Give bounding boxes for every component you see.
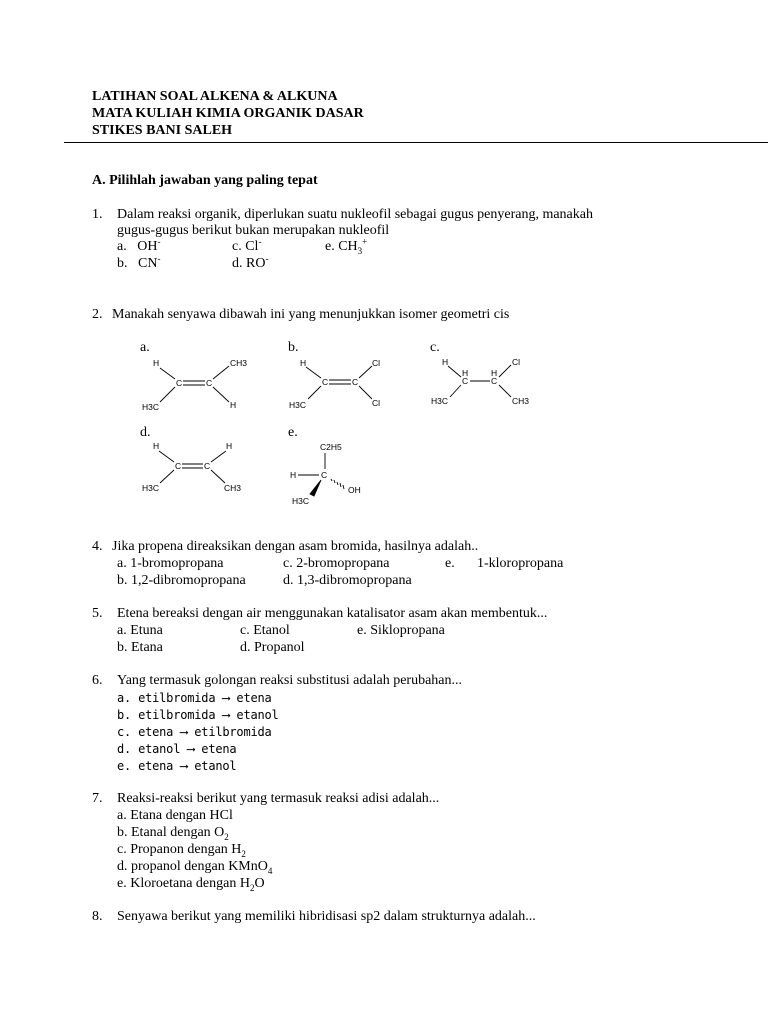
doc-title: LATIHAN SOAL ALKENA & ALKUNA xyxy=(92,89,338,104)
svg-text:C: C xyxy=(462,376,469,386)
q4-option-b: b. 1,2-dibromopropana xyxy=(117,573,246,588)
q4-text: Jika propena direaksikan dengan asam bromida, hasilnya adalah.. xyxy=(112,539,479,554)
structure-b-dichloropropene xyxy=(286,352,396,414)
svg-text:C: C xyxy=(322,377,329,387)
q4-option-e-letter: e. xyxy=(445,556,455,571)
q1-number: 1. xyxy=(92,207,103,222)
q5-option-a: a. Etuna xyxy=(117,623,163,638)
svg-text:H: H xyxy=(462,368,469,378)
q7-option-c: c. Propanon dengan $H_2$ xyxy=(117,842,246,859)
header-divider xyxy=(64,142,768,143)
q7-option-d: d. propanol dengan KMnO$_4$ xyxy=(117,859,273,876)
q2-option-c-label: c. xyxy=(430,340,440,355)
svg-text:H3C: H3C xyxy=(142,402,160,412)
svg-text:C: C xyxy=(321,470,328,480)
q5-text: Etena bereaksi dengan air menggunakan katalisator asam akan membentuk... xyxy=(117,606,548,621)
q4-option-c: c. 2-bromopropana xyxy=(283,556,390,571)
svg-text:OH: OH xyxy=(348,485,361,495)
q6-option-c: c. etena ⟶ etilbromida xyxy=(117,725,272,739)
q2-option-e-label: e. xyxy=(288,425,298,440)
svg-text:H: H xyxy=(230,400,237,410)
svg-text:C2H5: C2H5 xyxy=(320,442,342,452)
section-a-heading: A. Pilihlah jawaban yang paling tepat xyxy=(92,173,318,188)
q2-option-d-label: d. xyxy=(140,425,151,440)
svg-text:H: H xyxy=(442,357,449,367)
q6-option-a: a. etilbromida ⟶ etena xyxy=(117,691,272,705)
q4-option-a: a. 1-bromopropana xyxy=(117,556,224,571)
svg-text:CH3: CH3 xyxy=(512,396,530,406)
q4-option-e: 1-kloropropana xyxy=(477,556,564,571)
q4-option-d: d. 1,3-dibromopropana xyxy=(283,573,412,588)
svg-text:H: H xyxy=(300,358,307,368)
q6-number: 6. xyxy=(92,673,103,688)
svg-text:H: H xyxy=(153,441,160,451)
q1-option-a: a. OH- xyxy=(117,236,161,254)
svg-text:H3C: H3C xyxy=(289,400,307,410)
svg-text:C: C xyxy=(204,461,211,471)
course-name: MATA KULIAH KIMIA ORGANIK DASAR xyxy=(92,106,364,121)
structure-e-chiral-alcohol xyxy=(284,436,384,508)
q6-text: Yang termasuk golongan reaksi substitusi adalah perubahan... xyxy=(117,673,463,688)
q5-option-d: d. Propanol xyxy=(240,640,305,655)
q5-option-b: b. Etana xyxy=(117,640,163,655)
structure-d-cis-2-butene xyxy=(138,437,258,499)
q2-option-b-label: b. xyxy=(288,340,299,355)
q1-option-b: b. CN- xyxy=(117,253,161,271)
svg-text:C: C xyxy=(491,376,498,386)
q2-number: 2. xyxy=(92,307,103,322)
q8-text: Senyawa berikut yang memiliki hibridisasi sp2 dalam strukturnya adalah... xyxy=(117,909,536,924)
svg-text:H: H xyxy=(290,470,297,480)
svg-text:H: H xyxy=(491,368,498,378)
svg-text:H3C: H3C xyxy=(142,483,160,493)
svg-text:C: C xyxy=(206,378,213,388)
structure-c-single-bond xyxy=(428,352,538,414)
svg-text:C: C xyxy=(352,377,359,387)
svg-text:CH3: CH3 xyxy=(224,483,242,493)
institution-name: STIKES BANI SALEH xyxy=(92,123,233,138)
structure-a-trans-2-butene xyxy=(138,352,258,414)
q5-option-c: c. Etanol xyxy=(240,623,290,638)
svg-text:H: H xyxy=(153,358,160,368)
svg-text:Cl: Cl xyxy=(512,357,521,367)
q2-text: Manakah senyawa dibawah ini yang menunjukkan isomer geometri cis xyxy=(112,307,510,322)
svg-text:H: H xyxy=(226,441,233,451)
svg-text:H3C: H3C xyxy=(292,496,310,506)
q2-option-a-label: a. xyxy=(140,340,150,355)
q6-option-e: e. etena ⟶ etanol xyxy=(117,759,237,773)
svg-text:Cl: Cl xyxy=(372,358,381,368)
q4-number: 4. xyxy=(92,539,103,554)
q1-option-d: d. RO- xyxy=(232,253,269,271)
q5-option-e: e. Siklopropana xyxy=(357,623,445,638)
q1-text-line2: gugus-gugus berikut bukan merupakan nukleofil xyxy=(117,223,390,238)
q7-option-a: a. Etana dengan HCl xyxy=(117,808,233,823)
q1-text-line1: Dalam reaksi organik, diperlukan suatu nukleofil sebagai gugus penyerang, manakah xyxy=(117,207,593,222)
q1-option-e: e. $CH_3^+$ xyxy=(325,236,368,256)
q6-option-b: b. etilbromida ⟶ etanol xyxy=(117,708,279,722)
q7-option-b: b. Etanal dengan $O_2$ xyxy=(117,825,229,842)
q1-option-c: c. Cl- xyxy=(232,236,262,254)
q7-text: Reaksi-reaksi berikut yang termasuk reaksi adisi adalah... xyxy=(117,791,440,806)
q7-option-e: e. Kloroetana dengan $H_2O$ xyxy=(117,876,265,893)
q6-option-d: d. etanol ⟶ etena xyxy=(117,742,237,756)
q7-number: 7. xyxy=(92,791,103,806)
q5-number: 5. xyxy=(92,606,103,621)
svg-text:H3C: H3C xyxy=(431,396,449,406)
svg-text:C: C xyxy=(176,378,183,388)
svg-text:CH3: CH3 xyxy=(230,358,248,368)
svg-text:Cl: Cl xyxy=(372,398,381,408)
svg-text:C: C xyxy=(175,461,182,471)
q8-number: 8. xyxy=(92,909,103,924)
